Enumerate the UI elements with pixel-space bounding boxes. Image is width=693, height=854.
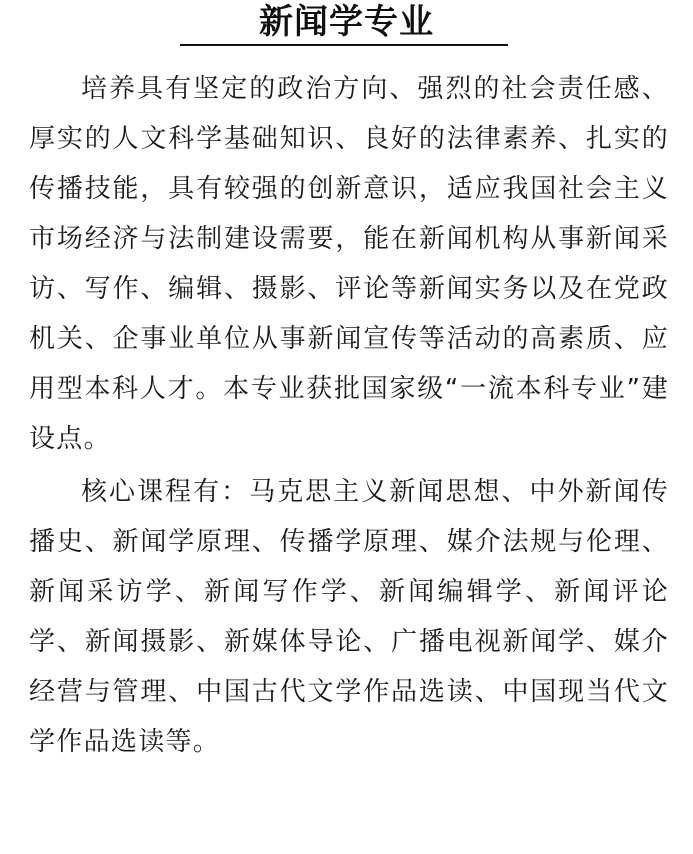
title-underline <box>180 44 508 46</box>
page-title: 新闻学专业 <box>259 2 434 42</box>
title-block <box>0 0 693 48</box>
paragraph-core-courses: 核心课程有：马克思主义新闻思想、中外新闻传播史、新闻学原理、传播学原理、媒介法规与伦理、新闻采访学、新闻写作学、新闻编辑学、新闻评论学、新闻摄影、新媒体导论、广播电视新闻学、媒介经营与管理、中国古代文学作品选读、中国现当代文学作品选读等。 <box>29 477 669 757</box>
paragraph-training-objective: 培养具有坚定的政治方向、强烈的社会责任感、厚实的人文科学基础知识、良好的法律素养、扎实的传播技能，具有较强的创新意识，适应我国社会主义市场经济与法制建设需要，能在新闻机构从事新闻采访、写作、编辑、摄影、评论等新闻实务以及在党政机关、企事业单位从事新闻宣传等活动的高素质、应用型本科人才。本专业获批国家级“一流本科专业”建设点。 <box>29 74 669 454</box>
document-body <box>29 64 669 767</box>
